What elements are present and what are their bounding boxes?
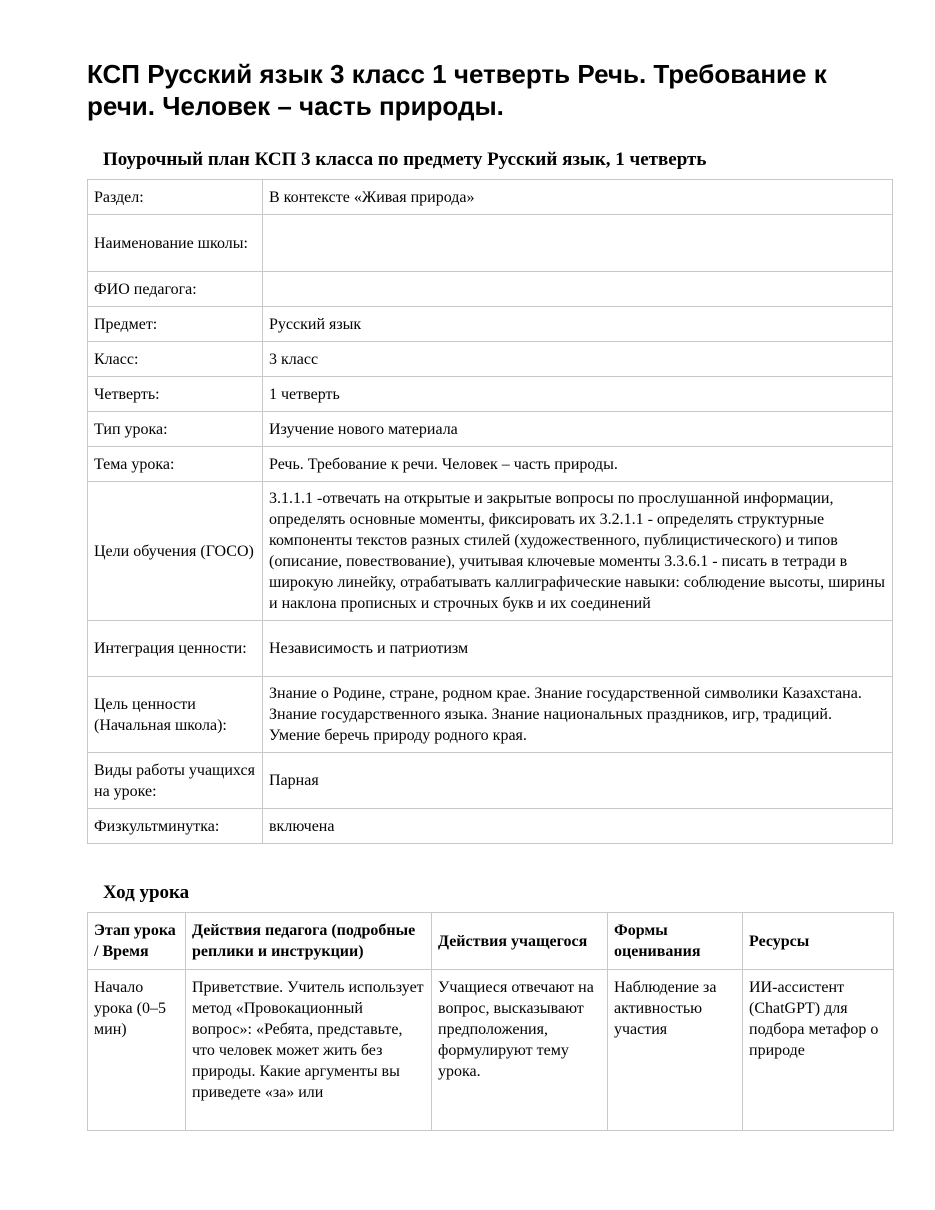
info-row-lesson-topic — [88, 447, 893, 482]
table-row — [88, 970, 894, 1131]
column-header-stage: Этап урока / Время — [88, 913, 186, 970]
info-row-physical-break — [88, 809, 893, 844]
info-label: Физкультминутка: — [88, 809, 263, 844]
lesson-flow-table — [87, 912, 894, 1131]
info-value: 3 класс — [263, 342, 893, 377]
info-row-lesson-type — [88, 412, 893, 447]
info-row-learning-goals — [88, 482, 893, 621]
info-value: В контексте «Живая природа» — [263, 180, 893, 215]
column-header-assessment: Формы оценивания — [608, 913, 743, 970]
info-row-value-goal — [88, 677, 893, 753]
plan-heading: Поурочный план КСП 3 класса по предмету Русский язык, 1 четверть — [103, 149, 707, 170]
info-label: Раздел: — [88, 180, 263, 215]
info-value — [263, 215, 893, 272]
info-value — [263, 272, 893, 307]
info-label: Интеграция ценности: — [88, 621, 263, 677]
info-label: Предмет: — [88, 307, 263, 342]
lesson-header-row — [88, 913, 894, 970]
column-header-student-actions: Действия учащегося — [432, 913, 608, 970]
info-label: Тема урока: — [88, 447, 263, 482]
info-value: Речь. Требование к речи. Человек – часть природы. — [263, 447, 893, 482]
document-title: КСП Русский язык 3 класс 1 четверть Речь. Требование к речи. Человек – часть природы. — [87, 59, 827, 121]
cell-student-actions: Учащиеся отвечают на вопрос, высказывают предположения, формулируют тему урока. — [432, 970, 608, 1131]
info-row-school — [88, 215, 893, 272]
lesson-heading: Ход урока — [103, 882, 190, 903]
info-row-section — [88, 180, 893, 215]
info-label: Наименование школы: — [88, 215, 263, 272]
info-label: Виды работы учащихся на уроке: — [88, 753, 263, 809]
info-value: Русский язык — [263, 307, 893, 342]
info-label: ФИО педагога: — [88, 272, 263, 307]
info-row-work-types — [88, 753, 893, 809]
info-value: Независимость и патриотизм — [263, 621, 893, 677]
cell-teacher-actions: Приветствие. Учитель использует метод «Провокационный вопрос»: «Ребята, представьте, что человек может жить без природы. Какие аргументы вы приведете «за» или — [186, 970, 432, 1131]
cell-assessment: Наблюдение за активностью участия — [608, 970, 743, 1131]
info-row-grade — [88, 342, 893, 377]
column-header-teacher-actions: Действия педагога (подробные реплики и инструкции) — [186, 913, 432, 970]
info-row-teacher — [88, 272, 893, 307]
info-label: Четверть: — [88, 377, 263, 412]
column-header-resources: Ресурсы — [743, 913, 894, 970]
info-value: включена — [263, 809, 893, 844]
info-row-quarter — [88, 377, 893, 412]
info-label: Цели обучения (ГОСО) — [88, 482, 263, 621]
info-label: Тип урока: — [88, 412, 263, 447]
info-label: Цель ценности (Начальная школа): — [88, 677, 263, 753]
lesson-info-table — [87, 179, 893, 844]
info-value: Знание о Родине, стране, родном крае. Знание государственной символики Казахстана. Знание государственного языка. Знание национальных праздников, игр, традиций. Умение беречь природу родного края. — [263, 677, 893, 753]
cell-stage: Начало урока (0–5 мин) — [88, 970, 186, 1131]
info-label: Класс: — [88, 342, 263, 377]
info-value: 1 четверть — [263, 377, 893, 412]
info-value: 3.1.1.1 -отвечать на открытые и закрытые вопросы по прослушанной информации, определять основные моменты, фиксировать их 3.2.1.1 - определять структурные компоненты текстов разных стилей (художественного, публицистического) и типов (описание, повествование), учитывая ключевые моменты 3.3.6.1 - писать в тетради в широкую линейку, отрабатывать каллиграфические навыки: соблюдение высоты, ширины и наклона прописных и строчных букв и их соединений — [263, 482, 893, 621]
info-value: Парная — [263, 753, 893, 809]
info-row-value-integration — [88, 621, 893, 677]
cell-resources: ИИ-ассистент (ChatGPT) для подбора метафор о природе — [743, 970, 894, 1131]
info-row-subject — [88, 307, 893, 342]
info-value: Изучение нового материала — [263, 412, 893, 447]
